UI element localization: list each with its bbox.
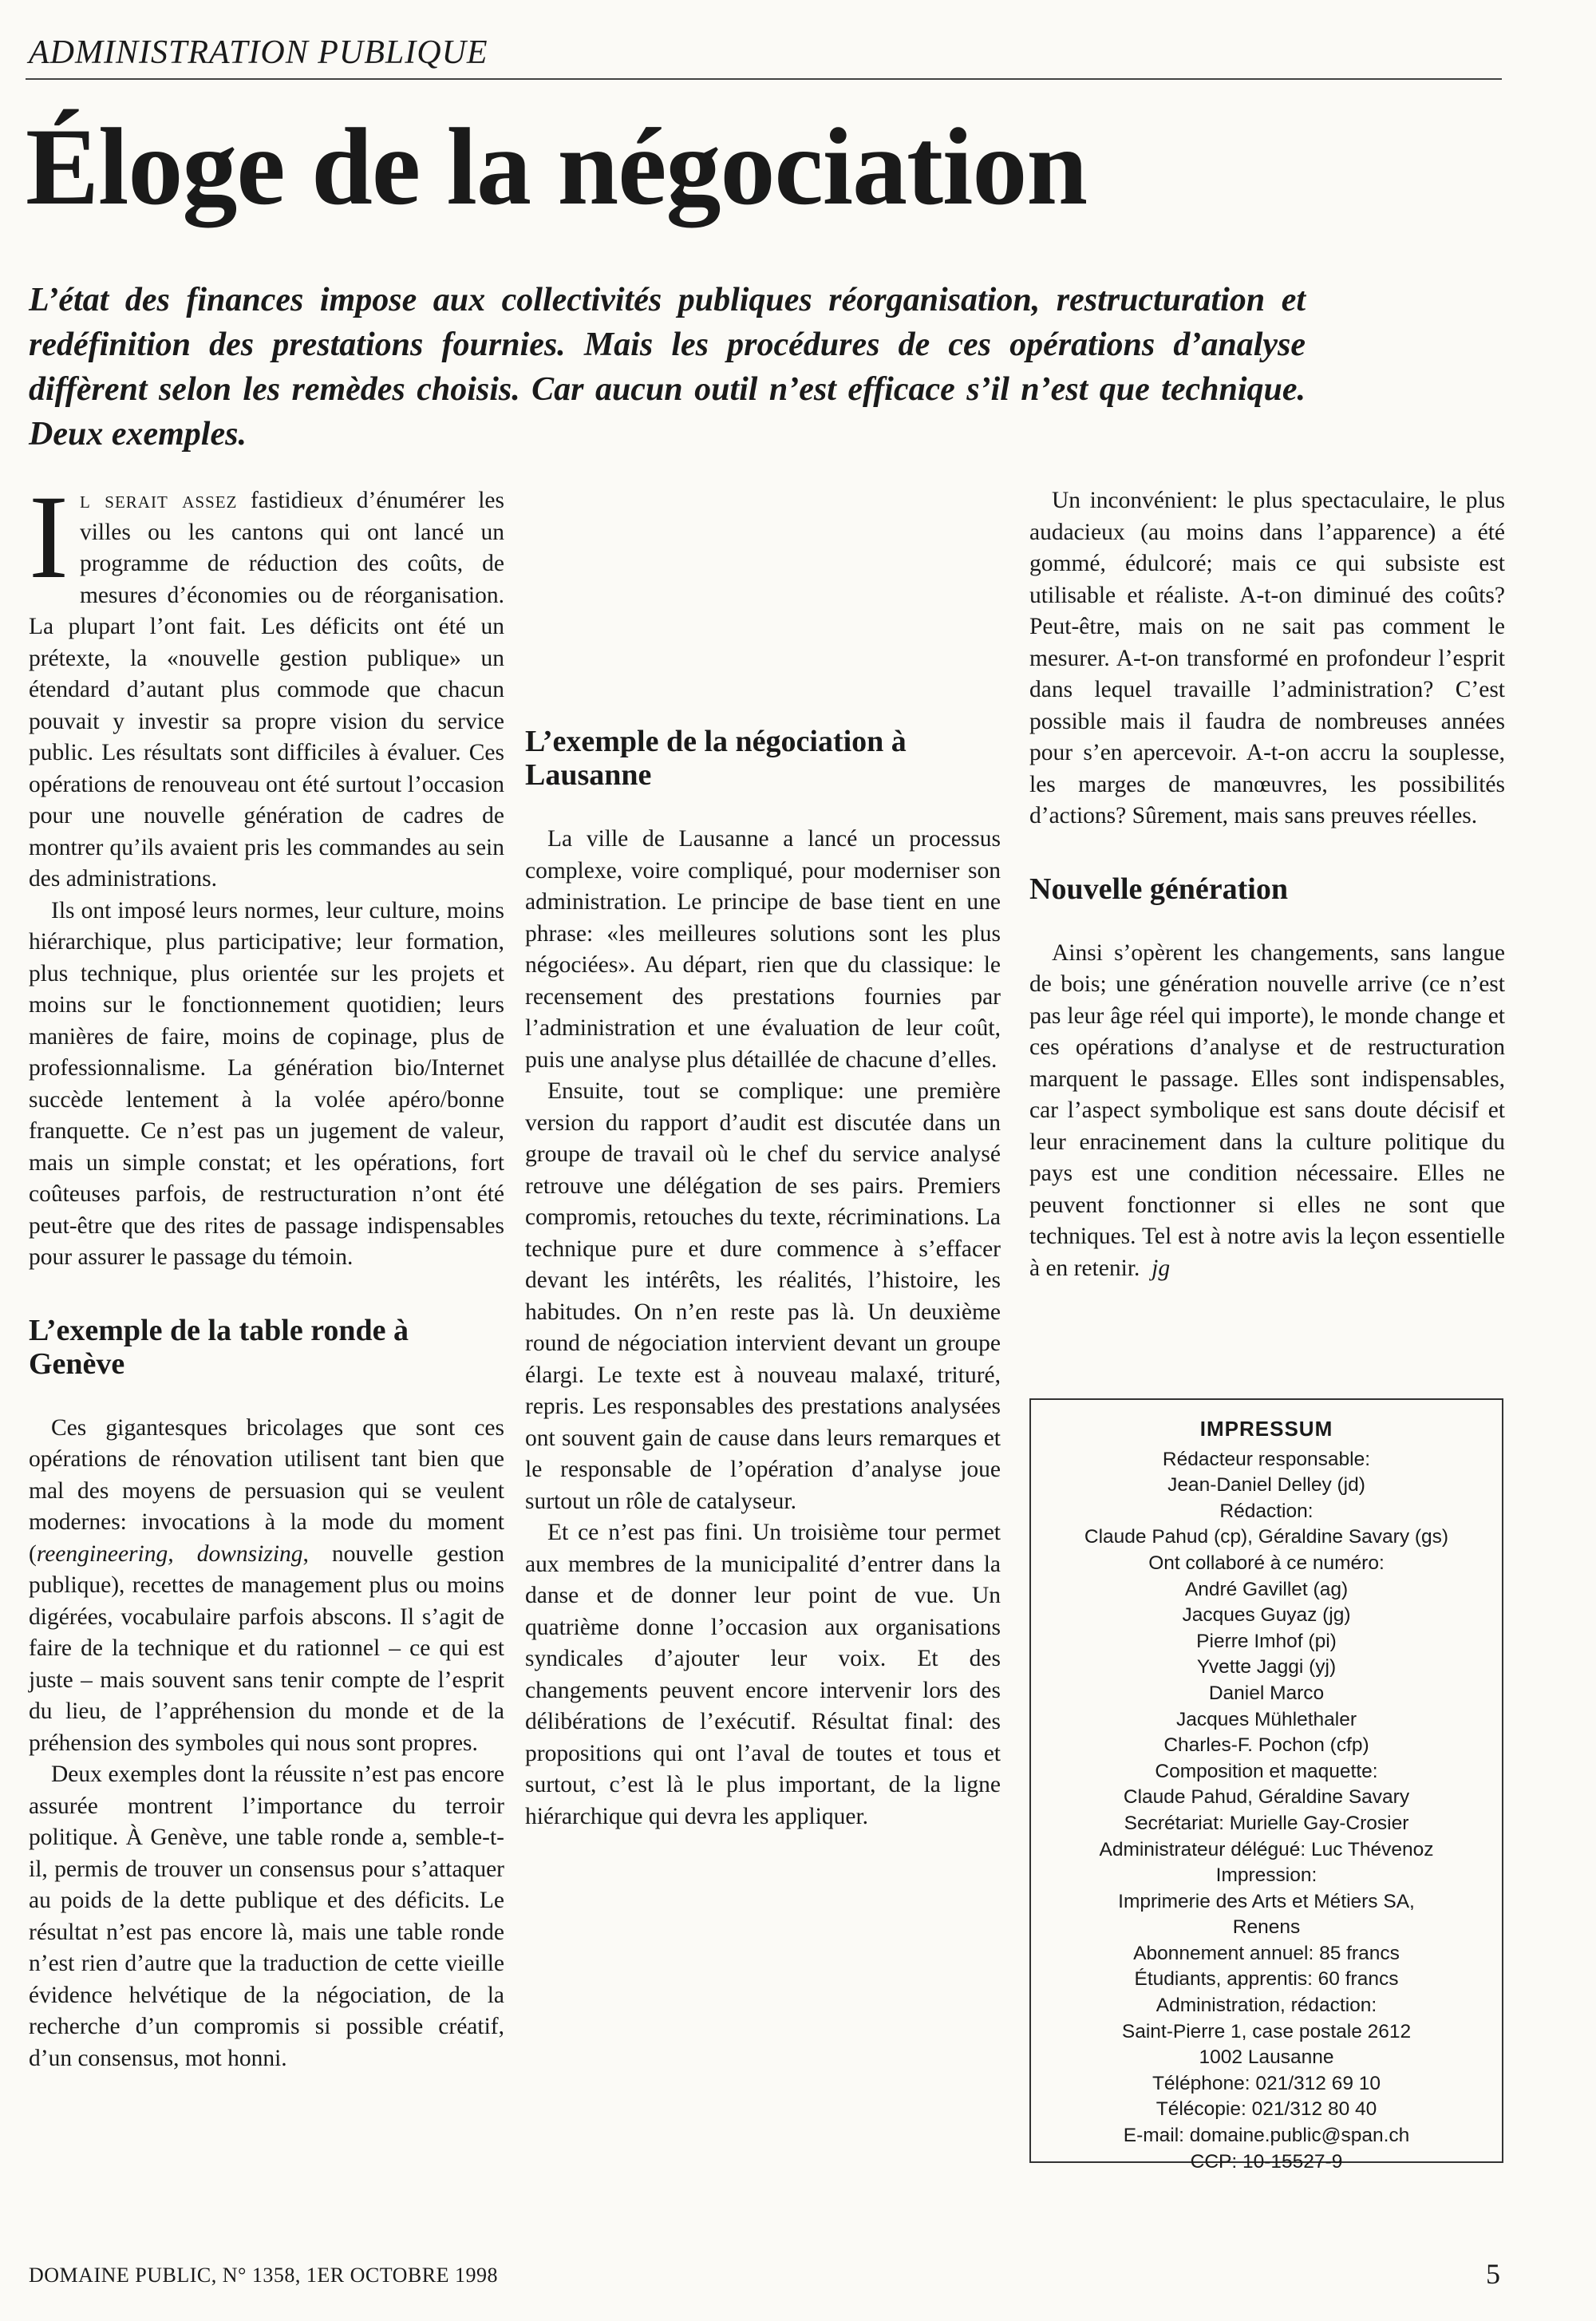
paragraph: Ensuite, tout se complique: une première version du rapport d’audit est discutée dans un groupe de travail où le chef du service analysé retrouve une délégation de ses pairs. Premiers compromis, retouches du texte, récriminations. La technique pure et dure commence à s’effacer devant les intérêts, les réalités, l’histoire, les habitudes. On n’en reste pas là. Un deuxième round de négociation intervient devant un groupe élargi. Le texte est à nouveau malaxé, trituré, repris. Les responsables des prestations analysées ont souvent gain de cause dans leurs remarques et le responsable de l’opération d’analyse joue surtout un rôle de catalyseur. — [525, 1078, 1001, 1514]
impressum-line: Jean-Daniel Delley (jd) — [1167, 1474, 1365, 1497]
impressum-line: Administration, rédaction: — [1156, 1995, 1377, 2017]
text-column-2 — [525, 485, 1001, 1833]
impressum-line: Claude Pahud, Géraldine Savary — [1123, 1786, 1410, 1809]
impressum-line: Secrétariat: Murielle Gay-Crosier — [1124, 1812, 1409, 1834]
text-column-3 — [1029, 485, 1505, 1284]
author-signature: jg — [1152, 1255, 1171, 1281]
impressum-line: Claude Pahud (cp), Géraldine Savary (gs) — [1084, 1526, 1449, 1548]
paragraph — [29, 471, 505, 896]
drop-cap: I — [29, 471, 69, 603]
impressum-line: Charles-F. Pochon (cfp) — [1163, 1734, 1369, 1757]
page-number: 5 — [1486, 2258, 1500, 2290]
impressum-line: Daniel Marco — [1208, 1682, 1325, 1704]
impressum-line: Jacques Guyaz (jg) — [1182, 1604, 1351, 1627]
impressum-line: E-mail: domaine.public@span.ch — [1123, 2125, 1410, 2147]
section-divider — [26, 78, 1502, 80]
paragraph-text: fastidieux d’énumérer les villes ou les cantons qui ont lancé un programme de réduction des coûts, de mesures d’économies ou de réorganisation. La plupart l’ont fait. Les déficits ont été un prétexte, la «nouvelle gestion publique» un étendard d’autant plus commode que chacun pouvait y investir sa propre vision du service public. Les résultats sont difficiles à évaluer. Ces opérations de renouveau ont été surtout l’occasion pour une nouvelle génération de cadres de montrer qu’ils avaient pris les commandes au sein des administrations. — [29, 488, 505, 892]
impressum-line: Étudiants, apprentis: 60 francs — [1134, 1968, 1399, 1991]
subheading-geneve: L’exemple de la table ronde à Genève — [29, 1313, 409, 1381]
paragraph: Et ce n’est pas fini. Un troisième tour permet aux membres de la municipalité d’entrer dans la danse et de donner leur point de vue. Un quatrième donne l’occasion aux organisations syndicales d’ajouter leur voix. Et des changements peuvent encore intervenir lors des délibérations de l’exécutif. Résultat final: des propositions qui ont l’aval de toutes et tous et surtout, c’est là le plus important, de la ligne hiérarchique qui devra les appliquer. — [525, 1520, 1001, 1829]
impressum-line: CCP: 10-15527-9 — [1190, 2150, 1343, 2173]
impressum-line: André Gavillet (ag) — [1184, 1578, 1349, 1600]
italic-terms: reengineering, downsizing — [36, 1540, 303, 1567]
impressum-line: Impression: — [1215, 1864, 1317, 1887]
impressum-line: Abonnement annuel: 85 francs — [1133, 1942, 1400, 1964]
paragraph-text: Ces gigantesques bricolages que sont ces opérations de rénovation utilisent tant bien que mal des moyens de persuasion qui se veulent modernes: invocations à la mode du moment ( — [29, 1414, 504, 1567]
impressum-box — [1029, 1398, 1503, 2173]
paragraph-text: , nouvelle gestion publique), recettes de management plus ou moins digérées, vocabulaire parfois abscons. Il s’agit de faire de la technique et du rationnel – ce qui est juste – mais souvent sans tenir compte de l’esprit du lieu, de l’appréhension du monde et de la préhension des symboles qui nous sont propres. — [29, 1540, 504, 1756]
text-column-1 — [29, 471, 505, 2074]
paragraph: Ils ont imposé leurs normes, leur culture, moins hiérarchique, plus participative; leur formation, plus technique, plus orientée sur les projets et moins sur le fonctionnement quotidien; leurs manières de faire, moins de copinage, plus de professionnalisme. La génération bio/Internet succède lentement à la volée apéro/bonne franquette. Ce n’est pas un jugement de valeur, mais un simple constat; et les opérations, fort coûteuses parfois, de restructuration n’ont été peut-être que des rites de passage indispensables pour assurer le passage du témoin. — [29, 897, 504, 1270]
impressum-line: Télécopie: 021/312 80 40 — [1156, 2098, 1377, 2121]
issue-footer: DOMAINE PUBLIC, N° 1358, 1ER OCTOBRE 1998 — [29, 2264, 498, 2287]
impressum-line: Jacques Mühlethaler — [1175, 1708, 1357, 1730]
impressum-line: Composition et maquette: — [1155, 1760, 1378, 1782]
impressum-line: Yvette Jaggi (yj) — [1196, 1656, 1337, 1678]
paragraph — [1029, 938, 1505, 1285]
impressum-line: Rédacteur responsable: — [1162, 1448, 1371, 1470]
paragraph: La ville de Lausanne a lancé un processus complexe, voire compliqué, pour moderniser son administration. Le principe de base tient en une phrase: «les meilleures solutions sont les plus négociées». Au départ, rien que du classique: le recensement des prestations fournies par l’administration et une évaluation de leur coût, puis une analyse plus détaillée de chacune d’elles. — [525, 826, 1001, 1073]
opening-words: l serait assez — [79, 488, 238, 513]
impressum-line: Ont collaboré à ce numéro: — [1148, 1552, 1385, 1574]
impressum-line: Téléphone: 021/312 69 10 — [1152, 2072, 1381, 2094]
paragraph: Un inconvénient: le plus spectaculaire, le plus audacieux (au moins dans l’apparence) a été gommé, édulcoré; mais ce qui subsiste est utilisable et réaliste. A-t-on diminué des coûts? Peut-être, mais on ne sait pas comment le mesurer. A-t-on transformé en profondeur l’esprit dans lequel travaille l’administration? C’est possible mais il faudra de nombreuses années pour s’en apercevoir. A-t-on accru la souplesse, les marges de manœuvres, les possibilités d’actions? Sûrement, mais sans preuves réelles. — [1029, 488, 1505, 828]
impressum-line: Renens — [1232, 1916, 1301, 1939]
impressum-line: 1002 Lausanne — [1199, 2046, 1334, 2069]
section-label: ADMINISTRATION PUBLIQUE — [29, 34, 488, 71]
impressum-line: Saint-Pierre 1, case postale 2612 — [1121, 2020, 1412, 2042]
impressum-line: Rédaction: — [1219, 1500, 1314, 1522]
paragraph — [29, 1413, 504, 1760]
subheading-lausanne: L’exemple de la négociation à Lausanne — [525, 725, 907, 792]
impressum-line: Administrateur délégué: Luc Thévenoz — [1099, 1838, 1434, 1860]
impressum-line: Imprimerie des Arts et Métiers SA, — [1118, 1890, 1415, 1912]
article-title: Éloge de la négociation — [26, 105, 1088, 227]
paragraph: Deux exemples dont la réussite n’est pas encore assurée montrent l’importance du terroir politique. À Genève, une table ronde a, semble-t-il, permis de trouver un consensus pour s’attaquer au poids de la dette publique et des déficits. Le résultat n’est pas encore là, mais une table ronde n’est rien d’autre que la traduction de cette vieille évidence helvétique de la négociation, de la recherche d’un compromis si possible créatif, d’un consensus, mot honni. — [29, 1762, 504, 2071]
article-lead: L’état des finances impose aux collectivités publiques réorganisation, restructuration et redéfinition des prestations fournies. Mais les procédures de ces opérations d’analyse diffèrent selon les remèdes choisis. Car aucun outil n’est efficace s’il n’est que technique. Deux exemples. — [29, 282, 1306, 453]
paragraph-text: Ainsi s’opèrent les changements, sans langue de bois; une génération nouvelle arrive (ce n’est pas leur âge réel qui importe), le monde change et ces opérations d’analyse et de restructuration marquent le passage. Elles sont indispensables, car l’aspect symbolique est sans doute décisif et leur enracinement dans la culture politique du pays est une condition nécessaire. Elles ne peuvent fonctionner si elles ne sont que techniques. Tel est à notre avis la leçon essentielle à en retenir. — [1029, 939, 1505, 1281]
impressum-title: IMPRESSUM — [1199, 1417, 1333, 1441]
impressum-line: Pierre Imhof (pi) — [1196, 1630, 1337, 1652]
subheading-nouvelle-generation: Nouvelle génération — [1029, 872, 1289, 906]
